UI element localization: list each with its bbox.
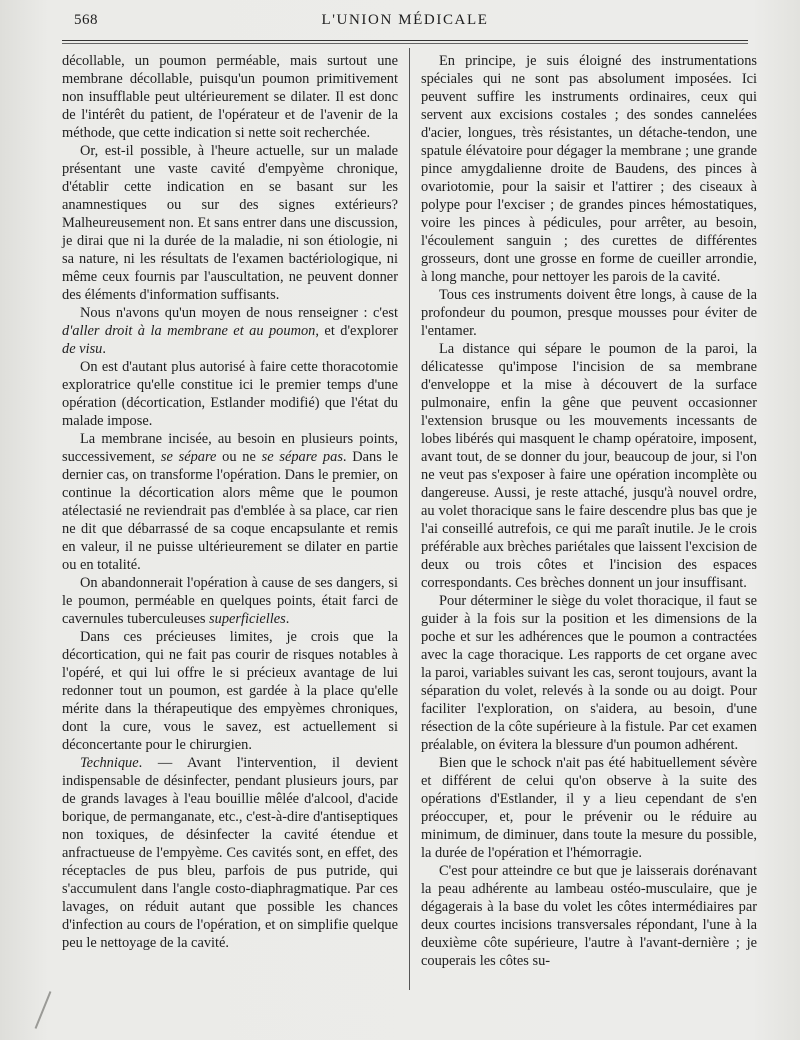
text-run: ou ne [216,449,262,465]
text-run: . [102,341,106,357]
page-header [60,12,750,34]
paragraph: La distance qui sépare le poumon de la paroi, la délicatesse qu'impose l'incision de sa membrane d'enveloppe et la mise à découvert de la surface pulmonaire, enfin la gêne que peuvent occasionner l'extension brusque ou les mouvements incessants de lobes libérés qui masquent le champ opératoire, imposent, avant tout, de se donner du jour, beaucoup de jour, si l'on ne veut pas s'exposer à faire une opération incomplète ou dangereuse. Aussi, je reste attaché, jusqu'à nouvel ordre, au volet thoracique sans le faire descendre plus bas que je l'ai conseillé autrefois, ce qui me paraît inutile. Je le crois préférable aux brèches pariétales que laissent l'excision de deux ou trois côtes et l'incision des espaces correspondants. Ces brèches donnent un jour insuffisant. [421,341,757,591]
text-run: , et d'explorer [315,323,398,339]
paragraph [62,574,398,628]
paragraph: Bien que le schock n'ait pas été habituellement sévère et différent de celui qu'on observe à la suite des opérations d'Estlander, il y a lieu cependant de s'en préoccuper, et, pour le prévenir ou le réduire au minimum, de diminuer, dans toute la mesure du possible, la durée de l'opération et l'hémorragie. [421,755,757,861]
header-rule [62,40,748,41]
paragraph: Pour déterminer le siège du volet thoracique, il faut se guider à la fois sur la position et les dimensions de la poche et sur les adhérences que le poumon a contractées avec la cage thoracique. Les rapports de cet organe avec la paroi, variables suivant les cas, seront toujours, avant la séparation du volet, relevés à la sonde ou au doigt. Pour faciliter l'exploration, on s'aidera, au besoin, d'une résection de la côte supérieure à la fistule. Par cet examen préalable, on évitera la blessure d'un poumon adhérent. [421,593,757,753]
text-run: Nous n'avons qu'un moyen de nous renseigner : c'est [80,305,398,321]
italic-run: d'aller droit à la membrane et au poumon [62,323,316,339]
paragraph [62,430,398,574]
paragraph: On est d'autant plus autorisé à faire cette thoracotomie exploratrice qu'elle constitue ici le premier temps d'une opération (décortication, Estlander modifié) que l'état du malade impose. [62,359,398,429]
paragraph [62,304,398,358]
italic-run: de visu [62,341,103,357]
italic-run: superficielles [209,611,286,627]
paragraph [62,754,398,952]
text-run: . Dans le dernier cas, on transforme l'opération. Dans le premier, on continue la décortication alors même que le poumon atélectasié ne reviendrait pas d'emblée à sa place, car rien ne dit que débarrassé de sa coque encapsulante et remis en valeur, il ne puisse ultérieurement se dilater en partie ou en totalité. [62,449,398,573]
column-divider [409,48,410,990]
paragraph: décollable, un poumon perméable, mais surtout une membrane décollable, puisqu'un poumon primitivement non insufflable peut ultérieurement se dilater. Il est donc de l'intérêt du patient, de l'opérateur et de l'avenir de la méthode, que cette indication si nette soit recherchée. [62,53,398,141]
paragraph: C'est pour atteindre ce but que je laisserais dorénavant la peau adhérente au lambeau ostéo-musculaire, que je dégagerais à la base du volet les côtes intermédiaires par deux courtes incisions transversales répondant, l'une à la deuxième côte supérieure, l'autre à l'avant-dernière ; je couperais les côtes su- [421,863,757,969]
text-run: . — Avant l'intervention, il devient indispensable de désinfecter, pendant plusieurs jours, par de grands lavages à l'eau bouillie mêlée d'alcool, d'acide borique, de permanganate, etc., c'est-à-dire d'antiseptiques non toxiques, de désinfecter la cavité étendue et anfractueuse de l'empyème. Ces cavités sont, en effet, des réceptacles de pus bleu, parfois de pus putride, qui s'accumulent dans l'angle costo-diaphragmatique. Par ces lavages, on réduit autant que possible les chances d'infection au cours de l'opération, et on simplifie quelque peu le nettoyage de la cavité. [62,755,398,951]
page-number: 568 [74,12,98,28]
text-run: . [285,611,290,627]
section-heading-technique: Technique [80,755,139,771]
italic-run: se sépare [160,449,217,465]
left-column [62,52,398,952]
running-title: L'UNION MÉDICALE [321,12,489,28]
text-run: La membrane incisée, au besoin en plusieurs points, successivement, [62,431,398,465]
header-rule-thin [62,43,748,44]
paragraph: Dans ces précieuses limites, je crois que la décortication, qui ne fait pas courir de risques notables à l'opéré, et qui lui offre le si précieux avantage de lui redonner tout un poumon, est gardée à la place qu'elle mérite dans la thérapeutique des empyèmes chroniques, dont la cure, vous le savez, est actuellement si déconcertante pour le chirurgien. [62,629,398,753]
paragraph: Tous ces instruments doivent être longs, à cause de la profondeur du poumon, presque mousses pour éviter de l'entamer. [421,287,757,339]
paragraph: Or, est-il possible, à l'heure actuelle, sur un malade présentant une vaste cavité d'empyème chronique, d'établir cette indication en se basant sur les anamnestiques ou sur des signes extérieurs? Malheureusement non. Et sans entrer dans une discussion, je dirai que ni la durée de la maladie, ni son étiologie, ni sa nature, ni les résultats de l'examen bactériologique, ni même ceux fournis par l'auscultation, ne peuvent donner des éléments d'information suffisants. [62,143,398,303]
right-column [421,52,757,970]
scan-mark [35,991,52,1029]
paragraph: En principe, je suis éloigné des instrumentations spéciales qui ne sont pas absolument imposées. Ici peuvent suffire les instruments ordinaires, ceux qui servent aux excisions costales ; des sondes cannelées d'acier, longues, très résistantes, un détache-tendon, une spatule élévatoire pour dégager la membrane ; une grande pince amygdalienne droite de Baudens, des pinces à ovariotomie, pour la saisir et l'attirer ; des ciseaux à polype pour l'exciser ; de grandes pinces hémostatiques, voire les pinces à pédicules, pour arrêter, au besoin, l'écoulement sanguin ; des curettes de différentes grosseurs, dont une grosse en forme de cueiller arrondie, à long manche, pour nettoyer les parois de la cavité. [421,53,757,285]
text-run: On abandonnerait l'opération à cause de ses dangers, si le poumon, perméable en quelques points, était farci de cavernules tuberculeuses [62,575,398,627]
italic-run: se sépare pas [261,449,343,465]
